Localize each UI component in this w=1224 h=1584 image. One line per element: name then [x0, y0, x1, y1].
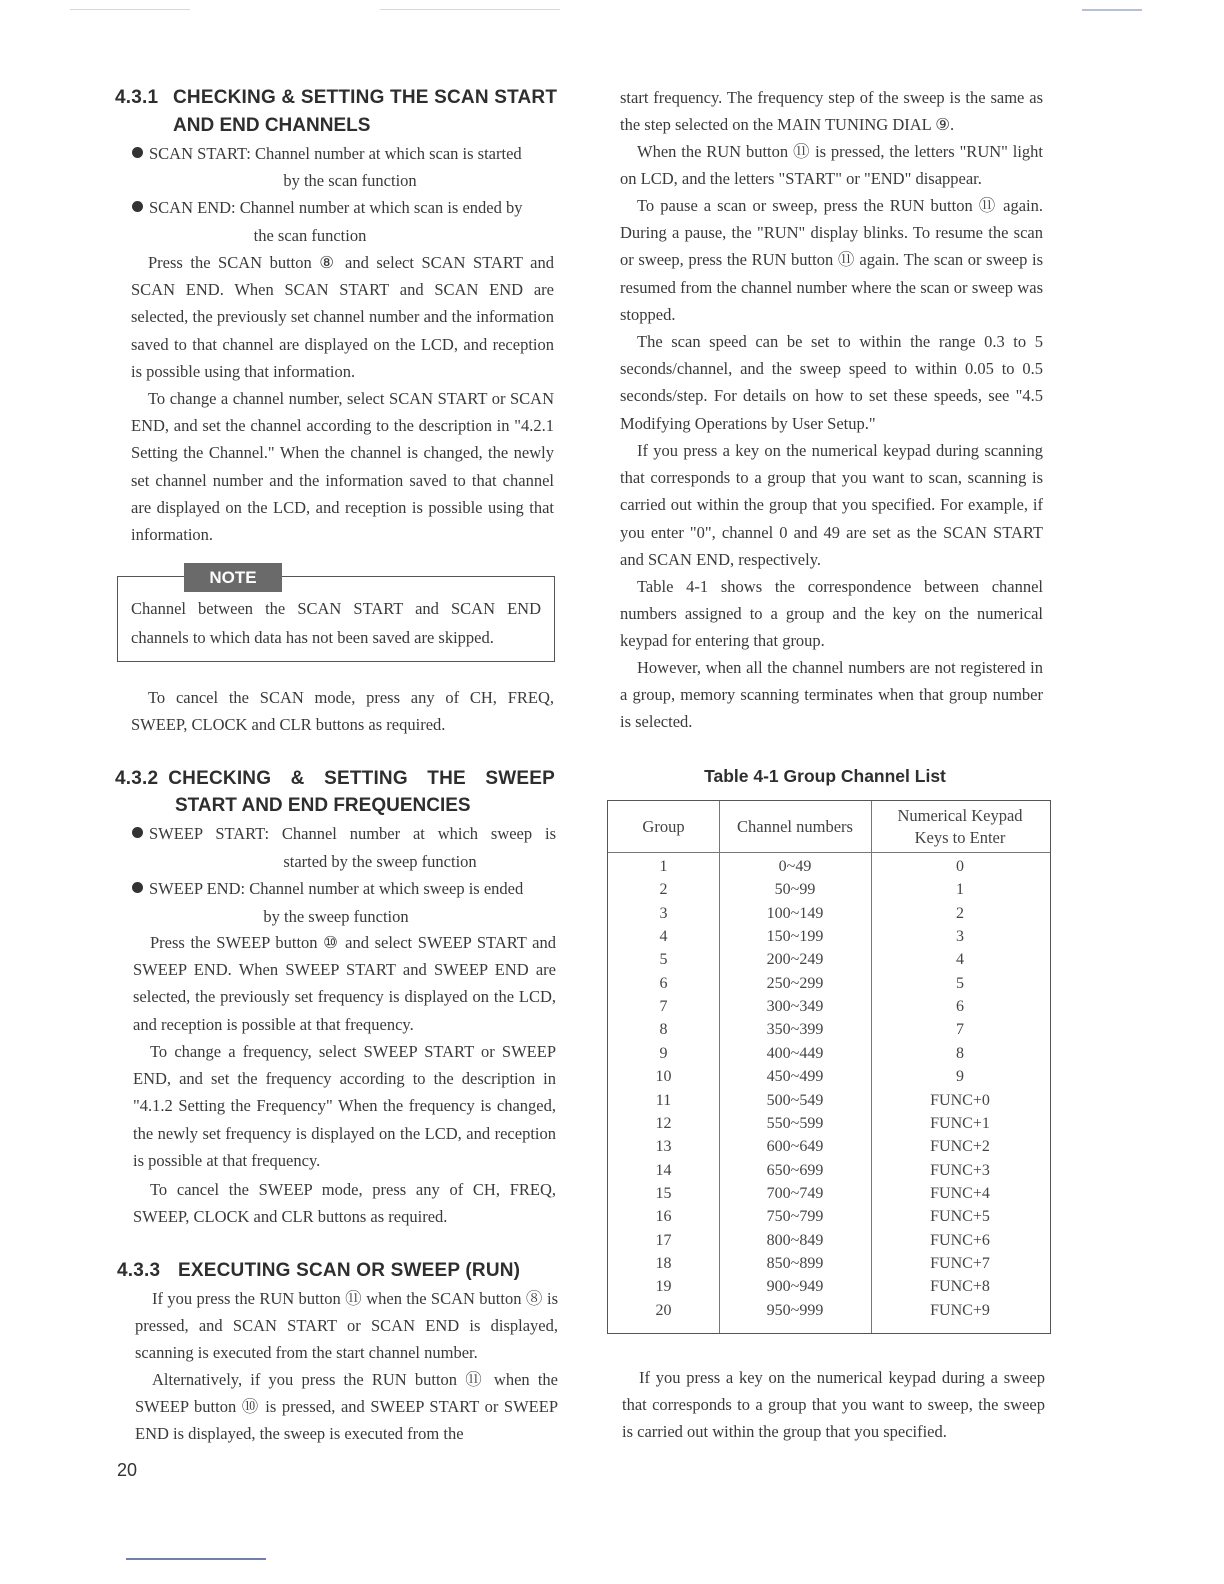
- table-cell-channels: 500~549: [766, 1091, 824, 1109]
- table-cell-group: 17: [655, 1231, 672, 1249]
- table-cell-key: FUNC+5: [930, 1208, 990, 1226]
- paragraph: Press the SCAN button ⑧ and select SCAN START and SCAN END. When SCAN START and SCAN END are selected, the previously set channel number and the information saved to that channel are displayed on the LCD, and reception is possible using that information.: [131, 253, 554, 381]
- paragraph: start frequency. The frequency step of the sweep is the same as the step selected on the MAIN TUNING DIAL ⑨.: [620, 88, 1043, 135]
- table-cell-channels: 900~949: [766, 1278, 824, 1296]
- paragraph: Press the SWEEP button ⑩ and select SWEEP START and SWEEP END. When SWEEP START and SWEEP END are selected, the previously set frequency is displayed on the LCD, and reception is possible at that frequency.: [133, 933, 556, 1034]
- table-cell-key: FUNC+6: [930, 1231, 990, 1249]
- table-cell-key: FUNC+3: [930, 1161, 990, 1179]
- table-cell-channels: 200~249: [766, 951, 824, 969]
- table-cell-channels: 850~899: [766, 1254, 824, 1272]
- table-cell-channels: 400~449: [766, 1044, 824, 1062]
- section-title-line2: AND END CHANNELS: [173, 115, 371, 136]
- paragraph: To change a channel number, select SCAN START or SCAN END, and set the channel according to the description in "4.2.1 Setting the Channel." When the channel is changed, the newly set channel number and the information saved to that channel are displayed on the LCD, and reception is possible using that information.: [131, 389, 554, 545]
- paragraph: To cancel the SWEEP mode, press any of CH, FREQ, SWEEP, CLOCK and CLR buttons as required.: [133, 1180, 556, 1227]
- table-row: [608, 905, 1050, 928]
- table-row: [608, 858, 1050, 881]
- table-cell-key: FUNC+4: [930, 1184, 990, 1202]
- section-number: 4.3.1: [115, 87, 159, 108]
- table-cell-channels: 750~799: [766, 1208, 824, 1226]
- table-header-keypad-line1: Numerical Keypad: [897, 805, 1023, 825]
- table-cell-group: 19: [655, 1278, 672, 1296]
- table-row: [608, 928, 1050, 951]
- table-cell-group: 2: [659, 881, 668, 899]
- table-header-group: Group: [642, 816, 685, 836]
- table-cell-group: 5: [659, 951, 668, 969]
- table-row: [608, 1232, 1050, 1255]
- table-cell-channels: 600~649: [766, 1138, 824, 1156]
- paragraph: If you press the RUN button ⑪ when the SCAN button ⑧ is pressed, and SCAN START or SCAN END is displayed, scanning is executed from the start channel number.: [135, 1289, 558, 1363]
- paragraph: When the RUN button ⑪ is pressed, the letters "RUN" light on LCD, and the letters "START" or "END" disappear.: [620, 142, 1043, 189]
- table-cell-key: 2: [956, 904, 964, 922]
- table-cell-channels: 700~749: [766, 1184, 824, 1202]
- bullet-text: SCAN START: Channel number at which scan is started: [149, 144, 522, 163]
- top-scan-line: [70, 9, 190, 10]
- table-cell-channels: 450~499: [766, 1068, 824, 1086]
- table-cell-channels: 950~999: [766, 1301, 824, 1319]
- paragraph: To change a frequency, select SWEEP START or SWEEP END, and set the frequency according to the description in "4.1.2 Setting the Frequency" When the frequency is changed, the newly set frequency is displayed on the LCD, and reception is possible at that frequency.: [133, 1042, 556, 1170]
- table-cell-group: 13: [655, 1138, 672, 1156]
- page-number: 20: [117, 1460, 138, 1480]
- table-header-divider: [608, 852, 1050, 853]
- paragraph: Table 4-1 shows the correspondence between channel numbers assigned to a group and the key on the numerical keypad for entering that group.: [620, 577, 1043, 651]
- paragraph: The scan speed can be set to within the range 0.3 to 5 seconds/channel, and the sweep speed to within 0.05 to 0.5 seconds/step. For details on how to set these speeds, see "4.5 Modifying Operations by User Setup.": [620, 332, 1043, 433]
- paragraph: If you press a key on the numerical keypad during scanning that corresponds to a group that you want to scan, scanning is carried out within the group that you specified. For example, if you enter "0", channel 0 and 49 are set as the SCAN START and SCAN END, respectively.: [620, 441, 1043, 569]
- section-title-line1: CHECKING & SETTING THE SWEEP: [168, 768, 555, 789]
- table-cell-key: FUNC+9: [930, 1301, 990, 1319]
- table-header-keypad-line2: Keys to Enter: [914, 827, 1006, 847]
- table-row: [608, 1021, 1050, 1044]
- table-cell-group: 12: [655, 1114, 672, 1132]
- table-cell-group: 14: [655, 1161, 672, 1179]
- table-cell-channels: 350~399: [766, 1021, 824, 1039]
- table-cell-key: 1: [956, 881, 964, 899]
- table-header-channel-numbers: Channel numbers: [737, 816, 853, 836]
- table-cell-group: 16: [655, 1208, 672, 1226]
- table-cell-key: 9: [956, 1068, 964, 1086]
- table-cell-key: 8: [956, 1044, 964, 1062]
- table-cell-group: 10: [655, 1068, 672, 1086]
- table-cell-key: FUNC+1: [930, 1114, 990, 1132]
- table-row: [608, 1162, 1050, 1185]
- table-row: [608, 951, 1050, 974]
- bullet-continuation: by the sweep function: [263, 907, 409, 926]
- table-cell-channels: 650~699: [766, 1161, 824, 1179]
- table-row: [608, 1045, 1050, 1068]
- section-number: 4.3.2: [115, 768, 159, 789]
- table-cell-channels: 100~149: [766, 904, 824, 922]
- table-cell-group: 11: [655, 1091, 672, 1109]
- table-cell-group: 8: [659, 1021, 668, 1039]
- bullet-text: SWEEP START: Channel number at which sweep is: [149, 824, 556, 843]
- table-header-keypad: [871, 801, 1049, 852]
- bullet-icon: [132, 201, 143, 212]
- bullet-sweep-start: [132, 820, 556, 847]
- bullet-continuation: started by the sweep function: [283, 852, 477, 871]
- table-cell-key: 3: [956, 928, 964, 946]
- table-cell-group: 1: [659, 858, 668, 875]
- bullet-icon: [132, 882, 143, 893]
- table-row: [608, 1255, 1050, 1278]
- table-row: [608, 1185, 1050, 1208]
- table-cell-key: 7: [956, 1021, 964, 1039]
- bullet-continuation: by the scan function: [283, 171, 417, 190]
- table-cell-key: 6: [956, 998, 964, 1016]
- bullet-icon: [132, 147, 143, 158]
- section-title-line2: START AND END FREQUENCIES: [175, 795, 471, 816]
- table-row: [608, 1302, 1050, 1325]
- bullet-scan-end: [132, 194, 560, 221]
- bottom-scan-line: [126, 1558, 266, 1560]
- bullet-scan-start: [132, 140, 560, 167]
- table-cell-key: FUNC+8: [930, 1278, 990, 1296]
- bullet-sweep-end: [132, 875, 556, 902]
- table-row: [608, 975, 1050, 998]
- table-row: [608, 1208, 1050, 1231]
- top-scan-line: [380, 9, 560, 10]
- section-number: 4.3.3: [117, 1260, 161, 1281]
- table-cell-group: 18: [655, 1254, 672, 1272]
- table-cell-key: FUNC+2: [930, 1138, 990, 1156]
- table-row: [608, 1092, 1050, 1115]
- table-cell-group: 3: [659, 904, 668, 922]
- table-cell-group: 4: [659, 928, 668, 946]
- table-row: [608, 1115, 1050, 1138]
- table-title: Table 4-1 Group Channel List: [704, 766, 946, 786]
- table-cell-group: 6: [659, 974, 668, 992]
- table-cell-key: FUNC+7: [930, 1254, 990, 1272]
- table-cell-key: 5: [956, 974, 964, 992]
- bullet-icon: [132, 827, 143, 838]
- table-cell-group: 20: [655, 1301, 672, 1319]
- paragraph: However, when all the channel numbers are not registered in a group, memory scanning terminates when that group number is selected.: [620, 658, 1043, 732]
- table-cell-group: 7: [659, 998, 668, 1016]
- paragraph: Alternatively, if you press the RUN button ⑪ when the SWEEP button ⑩ is pressed, and SWEEP START or SWEEP END is displayed, the sweep is executed from the: [135, 1370, 558, 1444]
- table-cell-channels: 800~849: [766, 1231, 824, 1249]
- section-title-line1: CHECKING & SETTING THE SCAN START: [173, 87, 558, 108]
- table-cell-key: 0: [956, 858, 964, 875]
- note-text: Channel between the SCAN START and SCAN END channels to which data has not been saved are skipped.: [131, 599, 541, 647]
- table-cell-group: 15: [655, 1184, 672, 1202]
- paragraph: If you press a key on the numerical keypad during a sweep that corresponds to a group that you want to sweep, the sweep is carried out within the group that you specified.: [622, 1368, 1045, 1442]
- bullet-text: SWEEP END: Channel number at which sweep is ended: [149, 879, 524, 898]
- table-cell-channels: 150~199: [766, 928, 824, 946]
- paragraph: To pause a scan or sweep, press the RUN button ⑪ again. During a pause, the "RUN" display blinks. To resume the scan or sweep, press the RUN button ⑪ again. The scan or sweep is resumed from the channel number where the scan or sweep was stopped.: [620, 196, 1043, 324]
- section-heading-4-3-3: [117, 1260, 520, 1282]
- paragraph: To cancel the SCAN mode, press any of CH, FREQ, SWEEP, CLOCK and CLR buttons as required.: [131, 688, 554, 735]
- section-heading-4-3-1: [115, 87, 557, 109]
- section-heading-4-3-2: [115, 768, 555, 790]
- table-cell-group: 9: [659, 1044, 668, 1062]
- table-row: [608, 1068, 1050, 1091]
- table-cell-channels: 300~349: [766, 998, 824, 1016]
- bullet-text: SCAN END: Channel number at which scan is ended by: [149, 198, 523, 217]
- table-row: [608, 1278, 1050, 1301]
- table-cell-channels: 0~49: [778, 858, 812, 875]
- table-cell-channels: 50~99: [774, 881, 816, 899]
- table-cell-key: FUNC+0: [930, 1091, 990, 1109]
- table-cell-key: 4: [956, 951, 964, 969]
- group-channel-table: [607, 800, 1051, 1334]
- table-cell-channels: 550~599: [766, 1114, 824, 1132]
- table-row: [608, 881, 1050, 904]
- note-label: NOTE: [184, 563, 282, 592]
- table-row: [608, 1138, 1050, 1161]
- section-title: EXECUTING SCAN OR SWEEP (RUN): [178, 1260, 521, 1281]
- table-row: [608, 998, 1050, 1021]
- table-cell-channels: 250~299: [766, 974, 824, 992]
- bullet-continuation: the scan function: [253, 226, 367, 245]
- top-scan-line-right: [1082, 9, 1142, 11]
